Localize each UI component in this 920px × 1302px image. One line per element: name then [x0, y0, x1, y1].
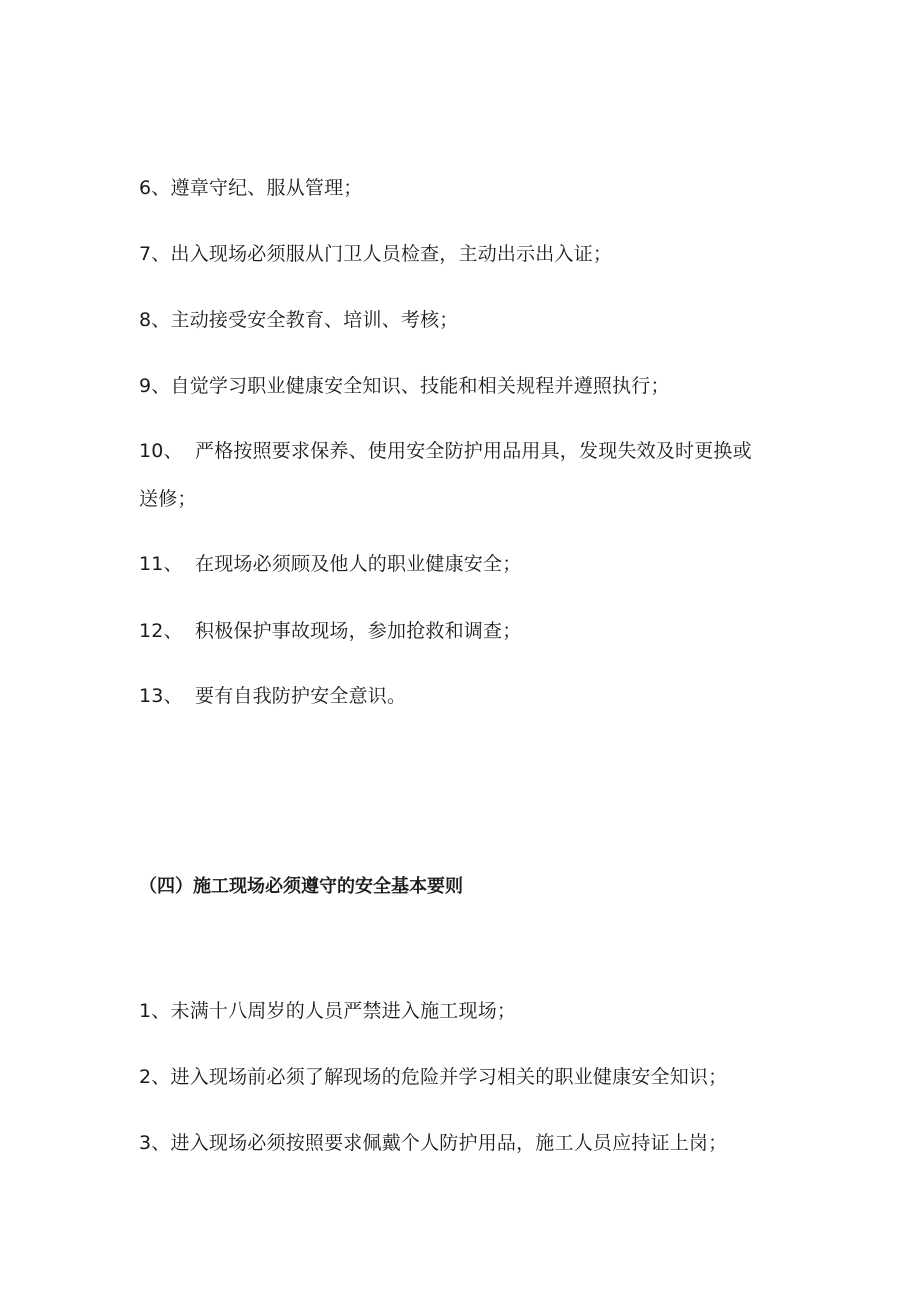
- list-item-10-continuation: [139, 487, 197, 511]
- item-text: 出入现场必须服从门卫人员检查，主动出示出入证；: [170, 243, 613, 265]
- item-number: 11、: [139, 553, 183, 575]
- item-number: 6、: [139, 177, 171, 199]
- list-item-2: [139, 1065, 727, 1089]
- item-text: 严格按照要求保养、使用安全防护用品用具，发现失效及时更换或: [195, 440, 752, 462]
- list-item-9: [139, 374, 670, 398]
- item-number: 1、: [139, 1000, 171, 1022]
- item-text: 自觉学习职业健康安全知识、技能和相关规程并遵照执行；: [170, 375, 670, 397]
- item-number: 3、: [139, 1132, 171, 1154]
- section-heading: （四）施工现场必须遵守的安全基本要则: [139, 876, 463, 897]
- item-text: 未满十八周岁的人员严禁进入施工现场；: [170, 1000, 517, 1022]
- item-text: 在现场必须顾及他人的职业健康安全；: [195, 553, 522, 575]
- item-text-continuation: 送修；: [139, 488, 197, 510]
- item-number: 12、: [139, 620, 183, 642]
- list-item-13: [139, 684, 406, 708]
- item-number: 2、: [139, 1066, 171, 1088]
- item-number: 9、: [139, 375, 171, 397]
- item-text: 进入现场必须按照要求佩戴个人防护用品，施工人员应持证上岗；: [170, 1132, 728, 1154]
- item-text: 要有自我防护安全意识。: [195, 685, 407, 707]
- item-text: 进入现场前必须了解现场的危险并学习相关的职业健康安全知识；: [170, 1066, 728, 1088]
- item-text: 积极保护事故现场，参加抢救和调查；: [195, 620, 522, 642]
- item-number: 8、: [139, 309, 171, 331]
- list-item-11: [139, 552, 521, 576]
- item-number: 13、: [139, 685, 183, 707]
- item-text: 主动接受安全教育、培训、考核；: [170, 309, 459, 331]
- item-number: 7、: [139, 243, 171, 265]
- item-text: 遵章守纪、服从管理；: [170, 177, 363, 199]
- item-number: 10、: [139, 440, 183, 462]
- list-item-10: [139, 439, 752, 463]
- list-item-12: [139, 619, 521, 643]
- list-item-3: [139, 1131, 727, 1155]
- list-item-6: [139, 176, 363, 200]
- list-item-1: [139, 999, 516, 1023]
- list-item-7: [139, 242, 612, 266]
- list-item-8: [139, 308, 459, 332]
